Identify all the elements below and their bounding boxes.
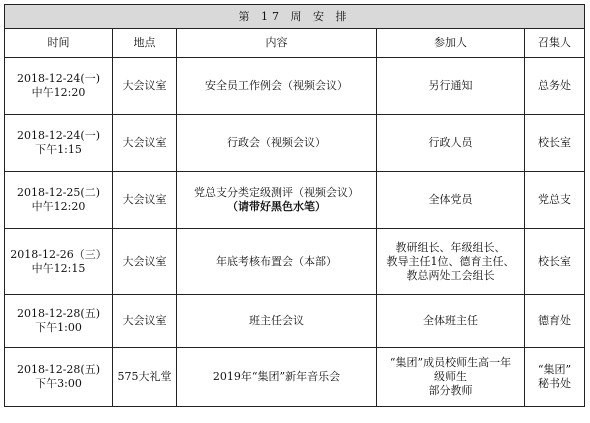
title-row: [5, 5, 585, 29]
table-row: [5, 229, 585, 295]
place-cell: 大会议室: [113, 172, 177, 229]
participants-cell: [377, 348, 525, 407]
header-place: 地点: [113, 29, 177, 58]
convener-cell: [525, 295, 585, 348]
convener-cell: [525, 172, 585, 229]
date-text: 2018-12-26（三）: [10, 247, 107, 261]
date-text: 2018-12-25(二): [16, 186, 100, 199]
participants-line: 全体党员: [428, 193, 473, 206]
place-cell: 大会议室: [113, 58, 177, 115]
convener-line: “集团”: [537, 363, 572, 376]
participants-line: “集团”成员校师生高一年: [389, 356, 512, 369]
date-text: 2018-12-24(一): [16, 129, 100, 142]
content-text: 行政会（视频会议）: [227, 136, 326, 149]
place-cell: 大会议室: [113, 229, 177, 295]
participants-cell: [377, 295, 525, 348]
participants-cell: [377, 115, 525, 172]
convener-line: 校长室: [538, 136, 572, 149]
weekly-schedule-table: [4, 4, 585, 407]
participants-line: 部分教师: [428, 384, 473, 397]
participants-cell: [377, 229, 525, 295]
date-text: 2018-12-28(五): [16, 307, 100, 320]
participants-line: 另行通知: [428, 79, 473, 92]
time-text: 下午1:15: [35, 143, 82, 156]
date-text: 2018-12-28(五): [16, 363, 100, 376]
convener-cell: [525, 348, 585, 407]
date-text: 2018-12-24(一): [16, 72, 100, 85]
participants-line: 教研组长、年级组长、: [395, 240, 506, 254]
convener-cell: [525, 115, 585, 172]
participants-line: 教总两处工会组长: [406, 268, 495, 282]
time-text: 中午12:20: [31, 200, 86, 213]
time-text: 中午12:15: [31, 261, 86, 275]
convener-line: 校长室: [538, 254, 572, 268]
participants-cell: [377, 58, 525, 115]
participants-line: 级师生: [434, 370, 467, 383]
table-title: 第 17 周 安 排: [5, 5, 585, 29]
content-cell: [177, 348, 377, 407]
time-text: 下午1:00: [35, 321, 82, 334]
content-text: 班主任会议: [249, 314, 304, 327]
header-convener: 召集人: [525, 29, 585, 58]
time-cell: [5, 58, 113, 115]
content-cell: [177, 229, 377, 295]
place-cell: 大会议室: [113, 295, 177, 348]
content-note: （请带好黑色水笔）: [227, 200, 326, 213]
time-cell: [5, 115, 113, 172]
participants-line: 行政人员: [428, 136, 473, 149]
content-text: 年底考核布置会（本部）: [216, 254, 337, 268]
content-cell: [177, 172, 377, 229]
convener-line: 秘书处: [538, 377, 572, 390]
participants-line: 教导主任1位、德育主任、: [386, 254, 515, 268]
content-text: 安全员工作例会（视频会议）: [205, 79, 348, 92]
table-row: [5, 115, 585, 172]
time-text: 下午3:00: [35, 377, 82, 390]
participants-cell: [377, 172, 525, 229]
table-row: [5, 58, 585, 115]
convener-line: 总务处: [538, 79, 572, 92]
schedule-document: [4, 4, 584, 407]
time-cell: [5, 229, 113, 295]
time-cell: [5, 295, 113, 348]
content-text: 2019年“集团”新年音乐会: [212, 370, 341, 383]
convener-cell: [525, 58, 585, 115]
content-cell: [177, 295, 377, 348]
header-row: [5, 29, 585, 58]
content-cell: [177, 58, 377, 115]
time-text: 中午12:20: [31, 86, 86, 99]
table-row: [5, 295, 585, 348]
header-content: 内容: [177, 29, 377, 58]
place-cell: 575大礼堂: [113, 348, 177, 407]
time-cell: [5, 348, 113, 407]
content-text: 党总支分类定级测评（视频会议）: [194, 186, 359, 199]
convener-cell: [525, 229, 585, 295]
header-time: 时间: [5, 29, 113, 58]
header-participants: 参加人: [377, 29, 525, 58]
time-cell: [5, 172, 113, 229]
place-cell: 大会议室: [113, 115, 177, 172]
participants-line: 全体班主任: [423, 314, 478, 327]
content-cell: [177, 115, 377, 172]
convener-line: 德育处: [538, 314, 572, 327]
convener-line: 党总支: [538, 193, 572, 206]
table-row: [5, 348, 585, 407]
table-row: [5, 172, 585, 229]
